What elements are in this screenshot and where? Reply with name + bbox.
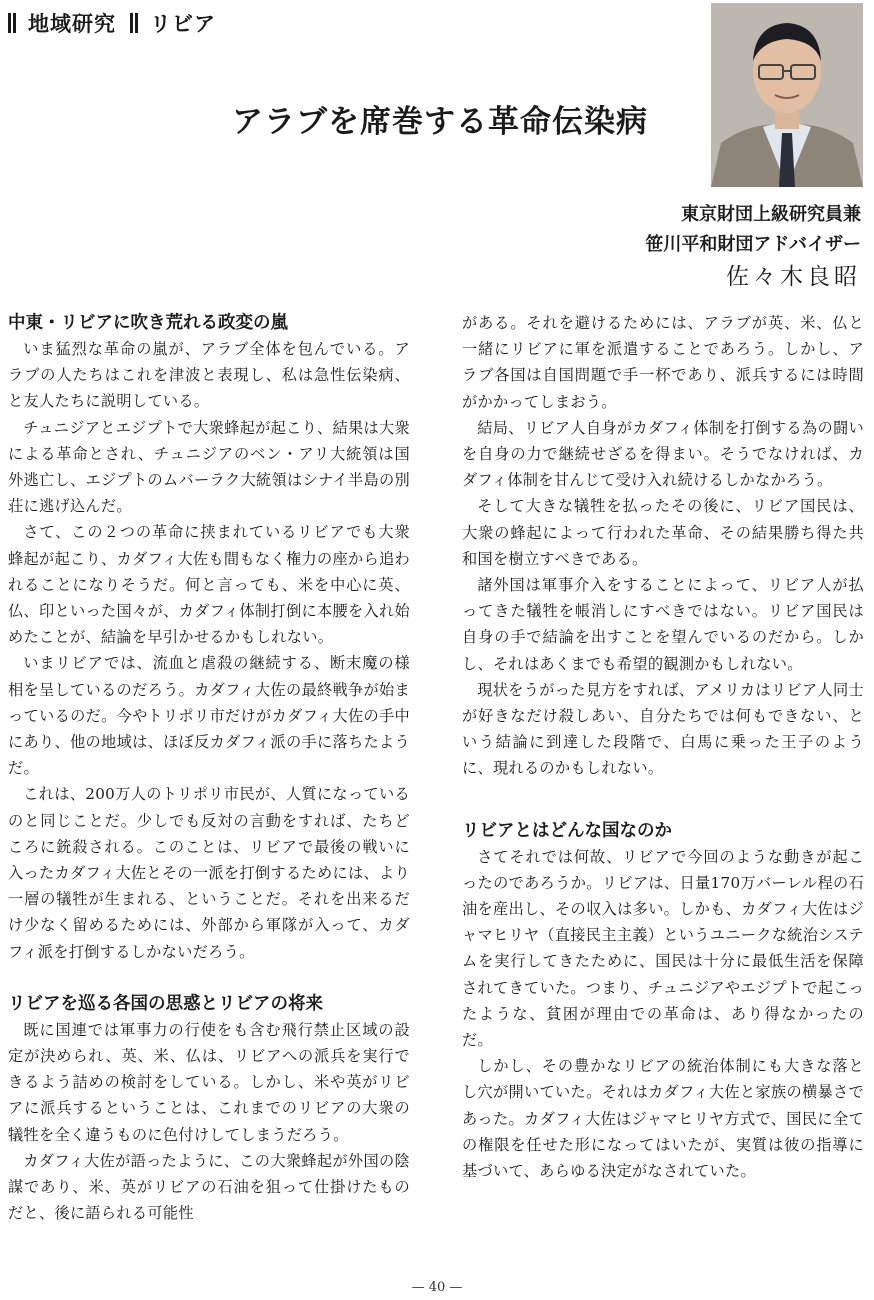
author-affiliation xyxy=(645,200,861,292)
header-bar-icon xyxy=(8,13,18,33)
paragraph: さて、この２つの革命に挟まれているリビアでも大衆蜂起が起こり、カダフィ大佐も間もなく権力の座から追われることになりそうだ。何と言っても、米を中心に英、仏、印といった国々が、カダフィ体制打倒に本腰を入れ始めたことが、結論を早引かせるかもしれない。 xyxy=(8,523,410,647)
paragraph: チュニジアとエジプトで大衆蜂起が起こり、結果は大衆による革命とされ、チュニジアのベン・アリ大統領は国外逃亡し、エジプトのムバーラク大統領はシナイ半島の別荘に逃げ込んだ。 xyxy=(8,418,410,516)
author-photo xyxy=(711,3,863,187)
header-divider-icon xyxy=(130,13,140,33)
paragraph: カダフィ大佐が語ったように、この大衆蜂起が外国の陰謀であり、米、英がリビアの石油を狙って仕掛けたものだと、後に語られる可能性 xyxy=(8,1151,410,1223)
paragraph: 結局、リビア人自身がカダフィ体制を打倒する為の闘いを自身の力で継続せざるを得まい。そうでなければ、カダフィ体制を甘んじて受け入れ続けるしかなかろう。 xyxy=(462,418,864,490)
section-heading: リビアとはどんな国なのか xyxy=(462,820,672,841)
section-header xyxy=(8,6,216,40)
paragraph: いま猛烈な革命の嵐が、アラブ全体を包んでいる。アラブの人たちはこれを津波と表現し、私は急性伝染病、と友人たちに説明している。 xyxy=(8,340,410,411)
affiliation-line: 笹川平和財団アドバイザー xyxy=(645,234,861,255)
page-number: — 40 — xyxy=(411,1280,463,1295)
right-column xyxy=(462,310,864,1184)
paragraph: 既に国連では軍事力の行使をも含む飛行禁止区域の設定が決められ、英、米、仏は、リビアへの派兵を実行できるよう詰めの検討をしている。しかし、米や英がリビアに派兵するということは、これまでのリビアの大衆の犠牲を全く違うものに色付けしてしまうだろう。 xyxy=(8,1020,410,1144)
left-column xyxy=(8,310,410,1227)
header-section-label: 地域研究 xyxy=(28,12,116,36)
article-title: アラブを席巻する革命伝染病 xyxy=(232,104,648,140)
paragraph: さてそれでは何故、リビアで今回のような動きが起こったのであろうか。リビアは、日量170万バーレル程の石油を産出し、その収入は多い。しかも、カダフィ大佐はジャマヒリヤ（直接民主主義）というユニークな統治システムを実行してきたために、国民は十分に最低生活を保障されてきていた。つまり、チュニジアやエジプトで起こったような、貧困が理由での革命は、あり得なかったのだ。 xyxy=(462,847,864,1050)
paragraph: がある。それを避けるためには、アラブが英、米、仏と一緒にリビアに軍を派遣することであろう。しかし、アラブ各国は自国問題で手一杯であり、派兵するには時間がかかってしまおう。 xyxy=(462,314,864,411)
paragraph: そして大きな犠牲を払ったその後に、リビア国民は、大衆の蜂起によって行われた革命、その結果勝ち得た共和国を樹立すべきである。 xyxy=(462,497,864,568)
paragraph: 諸外国は軍事介入をすることによって、リビア人が払ってきた犠牲を帳消しにすべきではない。リビア国民は自身の手で結論を出すことを望んでいるのだから。しかし、それはあくまでも希望的観測かもしれない。 xyxy=(462,576,864,673)
paragraph: これは、200万人のトリポリ市民が、人質になっているのと同じことだ。少しでも反対の言動をすれば、たちどころに銃殺される。このことは、リビアで最後の戦いに入ったカダフィ大佐とその一派を打倒するためには、より一層の犠牲が生まれる、ということだ。それを出来るだけ少なく留めるためには、外部から軍隊が入って、カダフィ派を打倒するしかないだろう。 xyxy=(8,785,410,961)
author-name: 佐々木良昭 xyxy=(726,264,861,290)
paragraph: 現状をうがった見方をすれば、アメリカはリビア人同士が好きなだけ殺しあい、自分たちでは何もできない、という結論に到達した段階で、白馬に乗った王子のように、現れるのかもしれない。 xyxy=(462,680,864,778)
section-heading: 中東・リビアに吹き荒れる政変の嵐 xyxy=(8,313,288,333)
header-region-label: リビア xyxy=(150,12,216,36)
affiliation-line: 東京財団上級研究員兼 xyxy=(681,204,861,225)
paragraph: いまリビアでは、流血と虐殺の継続する、断末魔の様相を呈しているのだろう。カダフィ大佐の最終戦争が始まっているのだ。今やトリポリ市だけがカダフィ大佐の手中にあり、他の地域は、ほぼ反カダフィ派の手に落ちたようだ。 xyxy=(8,654,410,778)
paragraph: しかし、その豊かなリビアの統治体制にも大きな落とし穴が開いていた。それはカダフィ大佐と家族の横暴さであった。カダフィ大佐はジャマヒリヤ方式で、国民に全ての権限を任せた形になってはいたが、実質は彼の指導に基づいて、あらゆる決定がなされていた。 xyxy=(462,1057,864,1181)
section-heading: リビアを巡る各国の思惑とリビアの将来 xyxy=(8,993,323,1014)
